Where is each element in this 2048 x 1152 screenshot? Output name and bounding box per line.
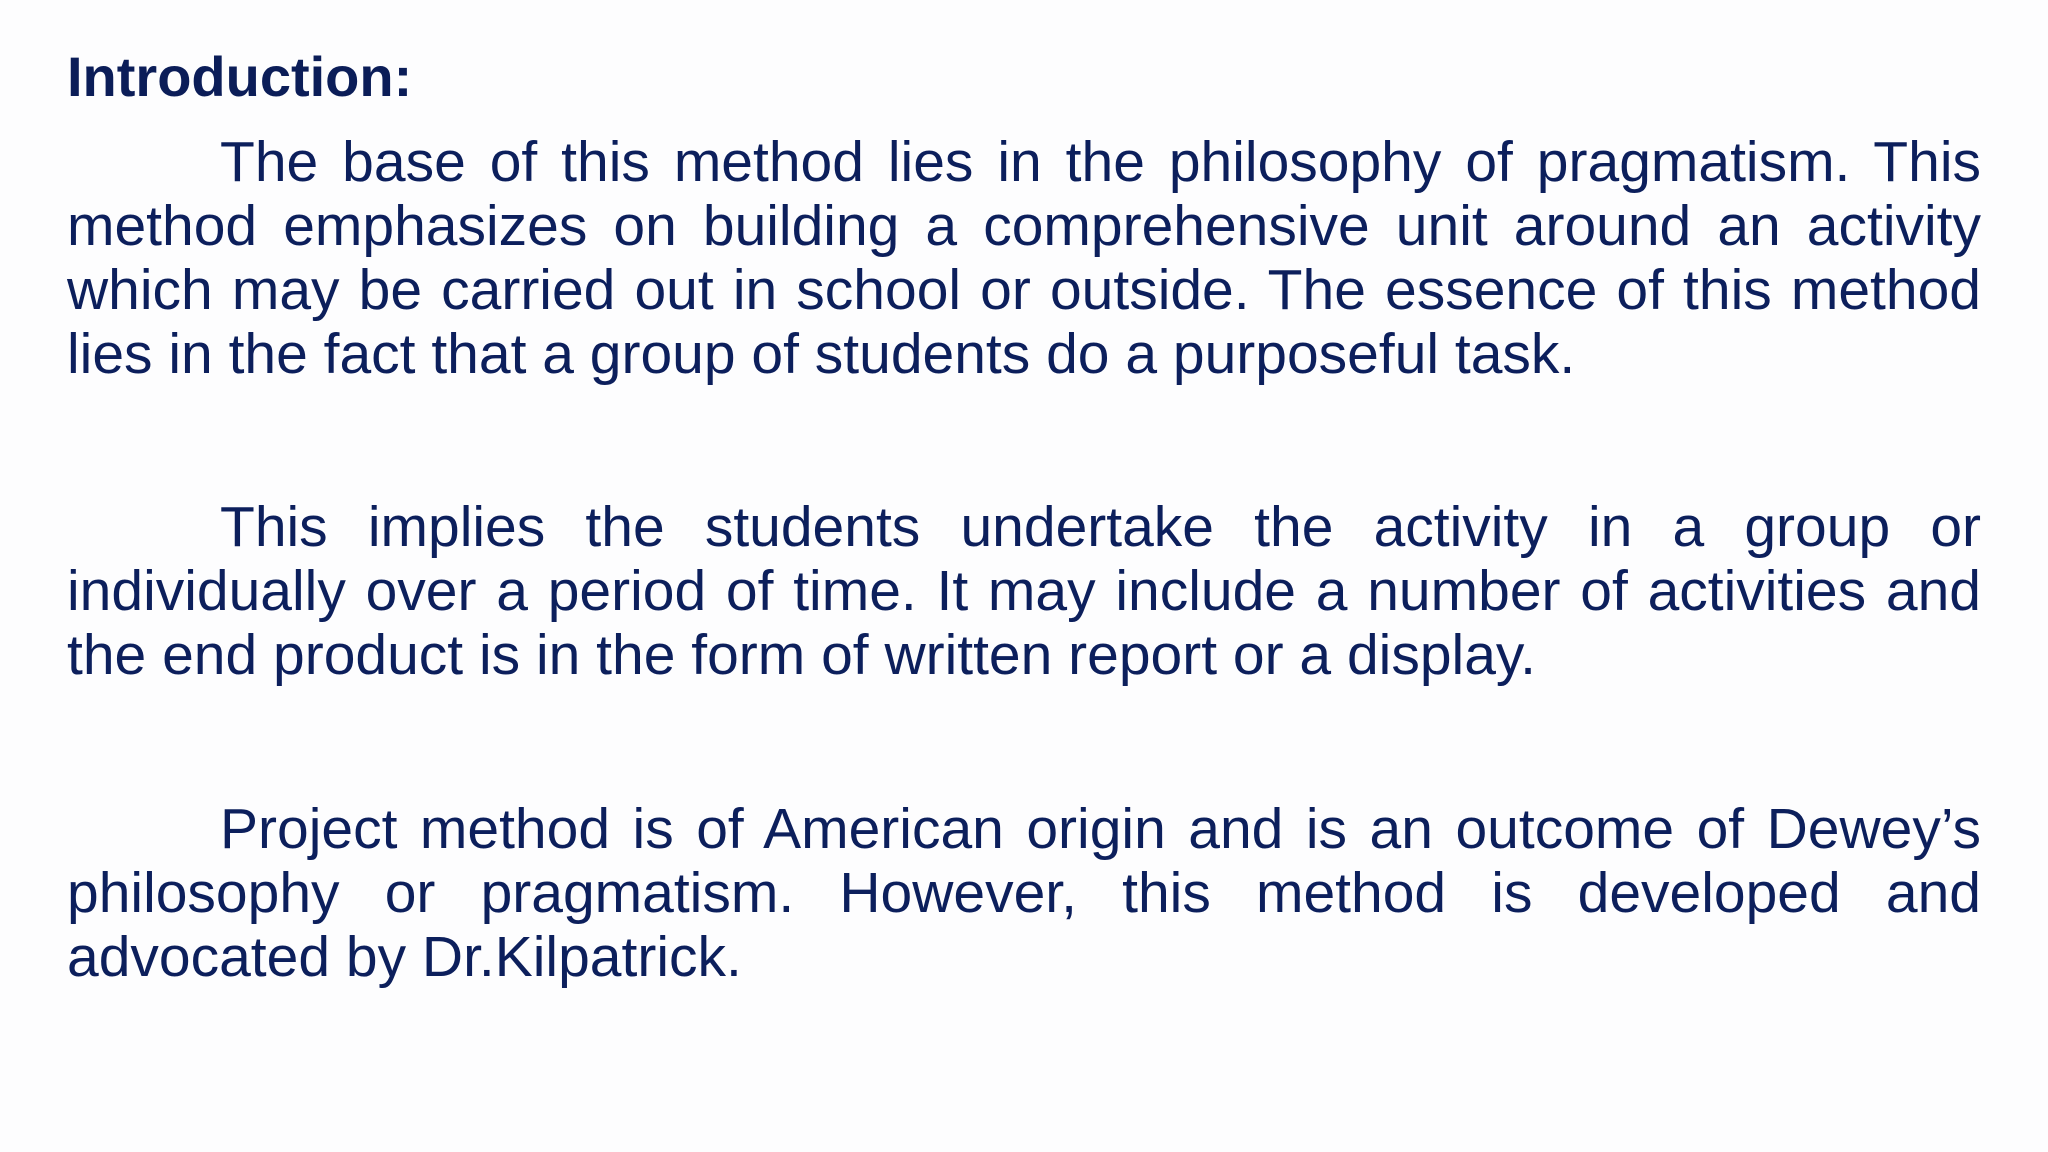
paragraph-pragmatism-base: The base of this method lies in the philosophy of pragmatism. This method emphasizes on building a comprehensive unit around an activity which may be carried out in school or outside. The essence of this method lies in the fact that a group of students do a purposeful task. (67, 130, 1981, 386)
paragraph-group-activity: This implies the students undertake the activity in a group or individually over a period of time. It may include a number of activities and the end product is in the form of written report or a display. (67, 495, 1981, 687)
slide-heading: Introduction: (67, 45, 413, 108)
paragraph-origin: Project method is of American origin and is an outcome of Dewey’s philosophy or pragmatism. However, this method is developed and advocated by Dr.Kilpatrick. (67, 797, 1981, 989)
